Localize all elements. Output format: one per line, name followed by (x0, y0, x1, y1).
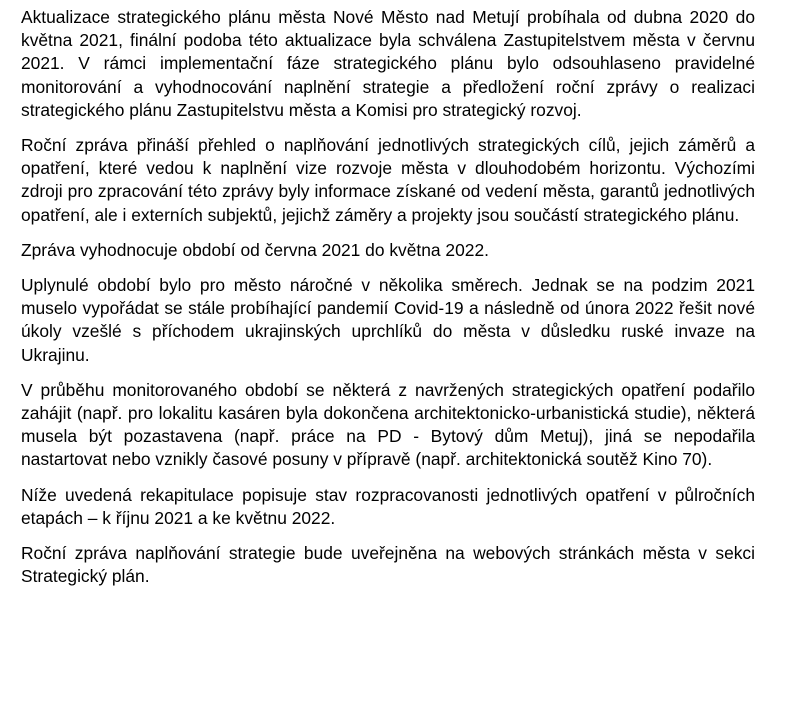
paragraph-intro: Aktualizace strategického plánu města Nové Město nad Metují probíhala od dubna 2020 do května 2021, finální podoba této aktualizace byla schválena Zastupitelstvem města v červnu 2021. V rámci implementační fáze strategického plánu bylo odsouhlaseno pravidelné monitorování a vyhodnocování naplnění strategie a předložení roční zprávy o realizaci strategického plánu Zastupitelstvu města a Komisi pro strategický rozvoj. (21, 7, 755, 120)
paragraph-period: Zpráva vyhodnocuje období od června 2021 do května 2022. (21, 239, 489, 260)
paragraph-challenges: Uplynulé období bylo pro město náročné v několika směrech. Jednak se na podzim 2021 muselo vypořádat se stále probíhající pandemií Covid-19 a následně od února 2022 řešit nové úkoly vzešlé s příchodem ukrajinských uprchlíků do města v důsledku ruské invaze na Ukrajinu. (21, 275, 755, 365)
paragraph-progress: V průběhu monitorovaného období se některá z navržených strategických opatření podařilo zahájit (např. pro lokalitu kasáren byla dokončena architektonicko-urbanistická studie), některá musela být pozastavena (např. práce na PD - Bytový dům Metuj), jiná se nepodařila nastartovat nebo vznikly časové posuny v přípravě (např. architektonická soutěž Kino 70). (21, 379, 755, 470)
document-body (21, 6, 755, 600)
paragraph-recap: Níže uvedená rekapitulace popisuje stav rozpracovanosti jednotlivých opatření v půlročních etapách – k říjnu 2021 a ke květnu 2022. (21, 484, 755, 528)
paragraph-report-overview: Roční zpráva přináší přehled o naplňování jednotlivých strategických cílů, jejich záměrů a opatření, které vedou k naplnění vize rozvoje města v dlouhodobém horizontu. Výchozími zdroji pro zpracování této zprávy byly informace získané od vedení města, garantů jednotlivých opatření, ale i externích subjektů, jejichž záměry a projekty jsou součástí strategického plánu. (21, 135, 755, 225)
paragraph-publication: Roční zpráva naplňování strategie bude uveřejněna na webových stránkách města v sekci Strategický plán. (21, 543, 755, 587)
